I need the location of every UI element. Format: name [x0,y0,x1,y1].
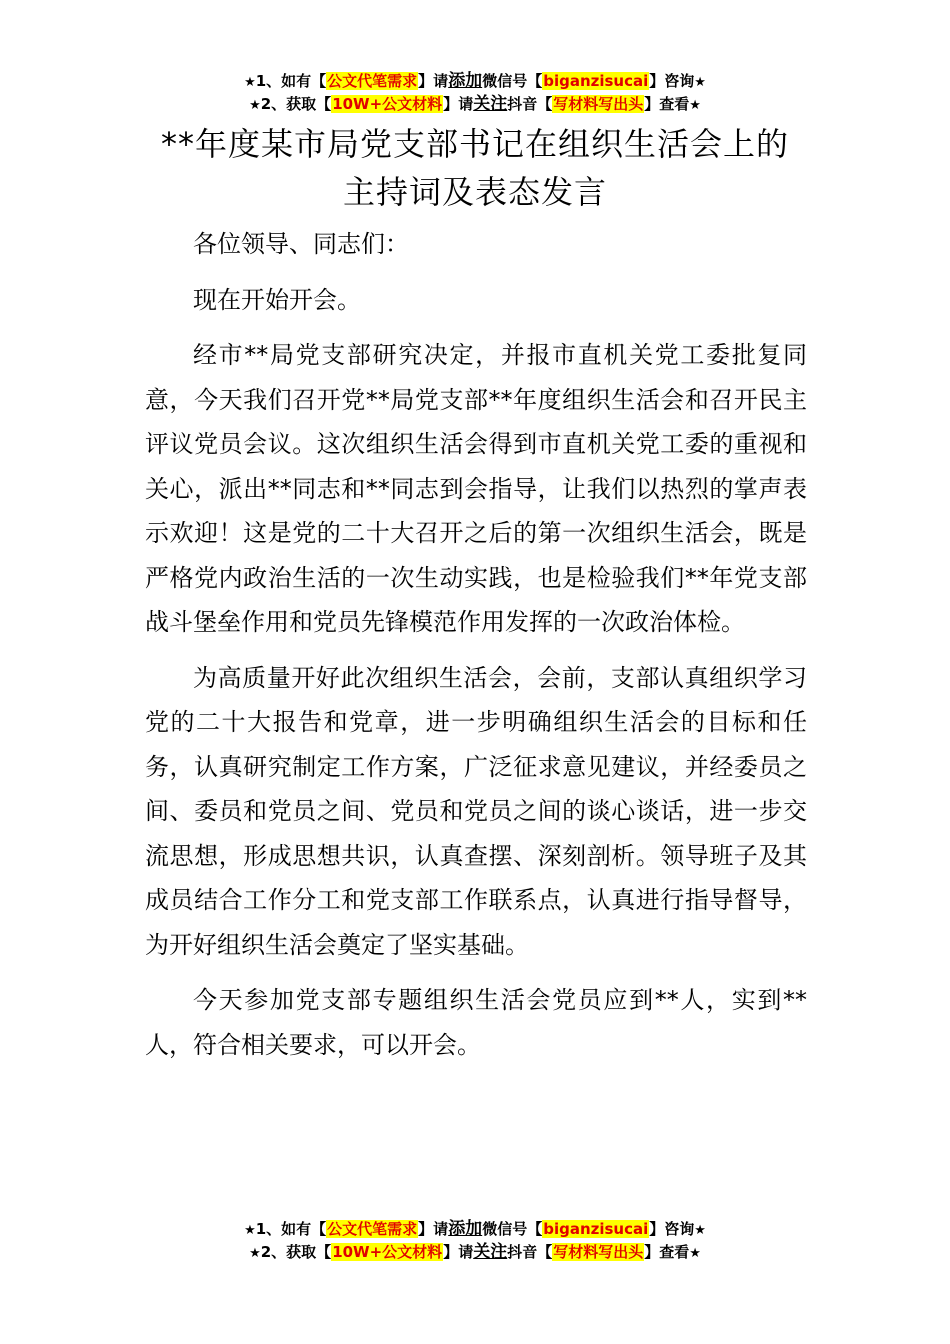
ad-text: 2、获取【 [260,1243,332,1261]
ad-text: 1、如有【 [255,72,327,90]
ad-text: 】请 [443,1243,474,1261]
ad-highlight: 10W+公文材料 [332,95,443,113]
ad-highlight: 公文代笔需求 [327,1220,418,1238]
document-body [145,222,807,1067]
ad-emphasis: 关注 [473,1242,508,1262]
star-icon: ★ [694,75,706,90]
ad-highlight: 公文代笔需求 [327,72,418,90]
title-line-2: 主持词及表态发言 [342,173,607,211]
ad-emphasis: 添加 [448,1219,483,1239]
star-icon: ★ [244,75,256,90]
title-line-1: **年度某市局党支部书记在组织生活会上的 [160,125,789,163]
ad-text: 】查看 [644,1243,690,1261]
ad-highlight: 10W+公文材料 [332,1243,443,1261]
ad-text: 】咨询 [649,1220,695,1238]
ad-text: 抖音【 [507,1243,553,1261]
star-icon: ★ [689,98,701,113]
ad-text: 微信号【 [482,1220,543,1238]
paragraph-background: 经市**局党支部研究决定，并报市直机关党工委批复同意，今天我们召开党**局党支部**年度组织生活会和召开民主评议党员会议。这次组织生活会得到市直机关党工委的重视和关心，派出**同志和**同志到会指导，让我们以热烈的掌声表示欢迎！这是党的二十大召开之后的第一次组织生活会，既是严格党内政治生活的一次生动实践，也是检验我们**年党支部战斗堡垒作用和党员先锋模范作用发挥的一次政治体检。 [145,341,807,636]
ad-text: 】咨询 [649,72,695,90]
salutation: 各位领导、同志们： [193,230,409,258]
star-icon: ★ [249,1246,261,1261]
ad-emphasis: 关注 [473,94,508,114]
ad-text: 2、获取【 [260,95,332,113]
footer-ad-line-1 [0,1218,950,1242]
star-icon: ★ [249,98,261,113]
header-ad-line-2 [0,93,950,117]
ad-douyin-id: 写材料写出头 [553,1243,644,1261]
star-icon: ★ [694,1223,706,1238]
footer-ad-line-2 [0,1241,950,1265]
document-title [0,120,950,216]
paragraph-opening: 现在开始开会。 [193,285,361,314]
paragraph-attendance: 今天参加党支部专题组织生活会党员应到**人，实到**人，符合相关要求，可以开会。 [145,986,807,1059]
ad-emphasis: 添加 [448,71,483,91]
ad-text: 】请 [418,72,449,90]
ad-text: 1、如有【 [255,1220,327,1238]
header-ad-line-1 [0,70,950,94]
ad-text: 微信号【 [482,72,543,90]
star-icon: ★ [689,1246,701,1261]
paragraph-preparation: 为高质量开好此次组织生活会，会前，支部认真组织学习党的二十大报告和党章，进一步明确组织生活会的目标和任务，认真研究制定工作方案，广泛征求意见建议，并经委员之间、委员和党员之间、党员和党员之间的谈心谈话，进一步交流思想，形成思想共识，认真查摆、深刻剖析。领导班子及其成员结合工作分工和党支部工作联系点，认真进行指导督导，为开好组织生活会奠定了坚实基础。 [145,663,807,959]
ad-text: 】请 [443,95,474,113]
ad-wechat-id: biganzisucai [543,72,649,90]
ad-text: 】查看 [644,95,690,113]
ad-text: 抖音【 [507,95,553,113]
ad-text: 】请 [418,1220,449,1238]
star-icon: ★ [244,1223,256,1238]
ad-wechat-id: biganzisucai [543,1220,649,1238]
ad-douyin-id: 写材料写出头 [553,95,644,113]
